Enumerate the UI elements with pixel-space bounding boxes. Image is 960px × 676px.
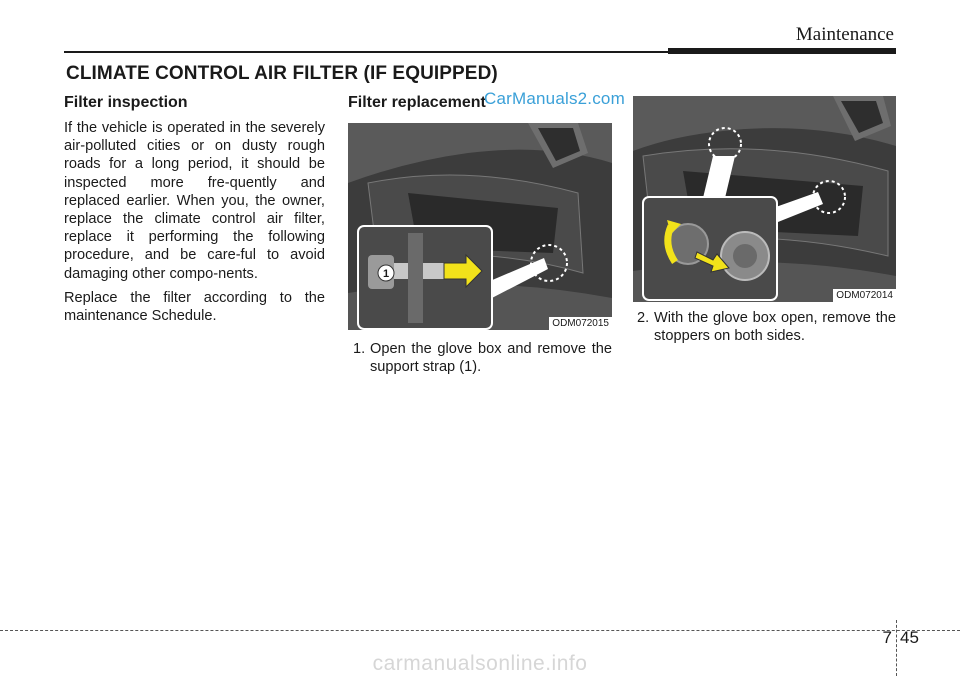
step-1 bbox=[353, 340, 612, 376]
step-number: 2. bbox=[637, 310, 650, 326]
figure-code: ODM072015 bbox=[549, 317, 612, 330]
glove-box-illustration bbox=[348, 123, 612, 330]
site-watermark: carmanualsonline.info bbox=[372, 652, 588, 675]
inspection-heading: Filter inspection bbox=[64, 94, 188, 111]
header-rule bbox=[64, 51, 670, 53]
header-rule-accent bbox=[668, 48, 896, 54]
replacement-heading: Filter replacement bbox=[348, 94, 486, 111]
stopper-illustration bbox=[633, 96, 896, 302]
callout-number: 1 bbox=[382, 268, 390, 280]
step-2 bbox=[637, 309, 896, 345]
step-text: Open the glove box and remove the support strap (1). bbox=[370, 341, 612, 376]
footer-rule bbox=[0, 630, 960, 631]
watermark: CarManuals2.com bbox=[484, 89, 625, 108]
chapter-number: 7 bbox=[882, 628, 892, 647]
inspection-paragraph: If the vehicle is operated in the severely air-polluted cities or on dusty rough roads for a long period, it should be inspected more fre-quently and replaced earlier. When you, the owner, replace the climate control air filter, replace it performing the following procedure, and be care-ful to avoid damaging other compo-nents. bbox=[64, 120, 325, 282]
section-title: CLIMATE CONTROL AIR FILTER (IF EQUIPPED) bbox=[66, 63, 498, 84]
figure-stoppers bbox=[633, 96, 896, 302]
step-text: With the glove box open, remove the stoppers on both sides. bbox=[654, 310, 896, 345]
inspection-paragraph: Replace the filter according to the maintenance Schedule. bbox=[64, 289, 325, 325]
chapter-title: Maintenance bbox=[795, 24, 894, 45]
inspection-body bbox=[64, 119, 325, 331]
figure-support-strap bbox=[348, 123, 612, 330]
step-number: 1. bbox=[353, 341, 366, 357]
page-number: 45 bbox=[900, 628, 919, 647]
figure-code: ODM072014 bbox=[833, 289, 896, 302]
